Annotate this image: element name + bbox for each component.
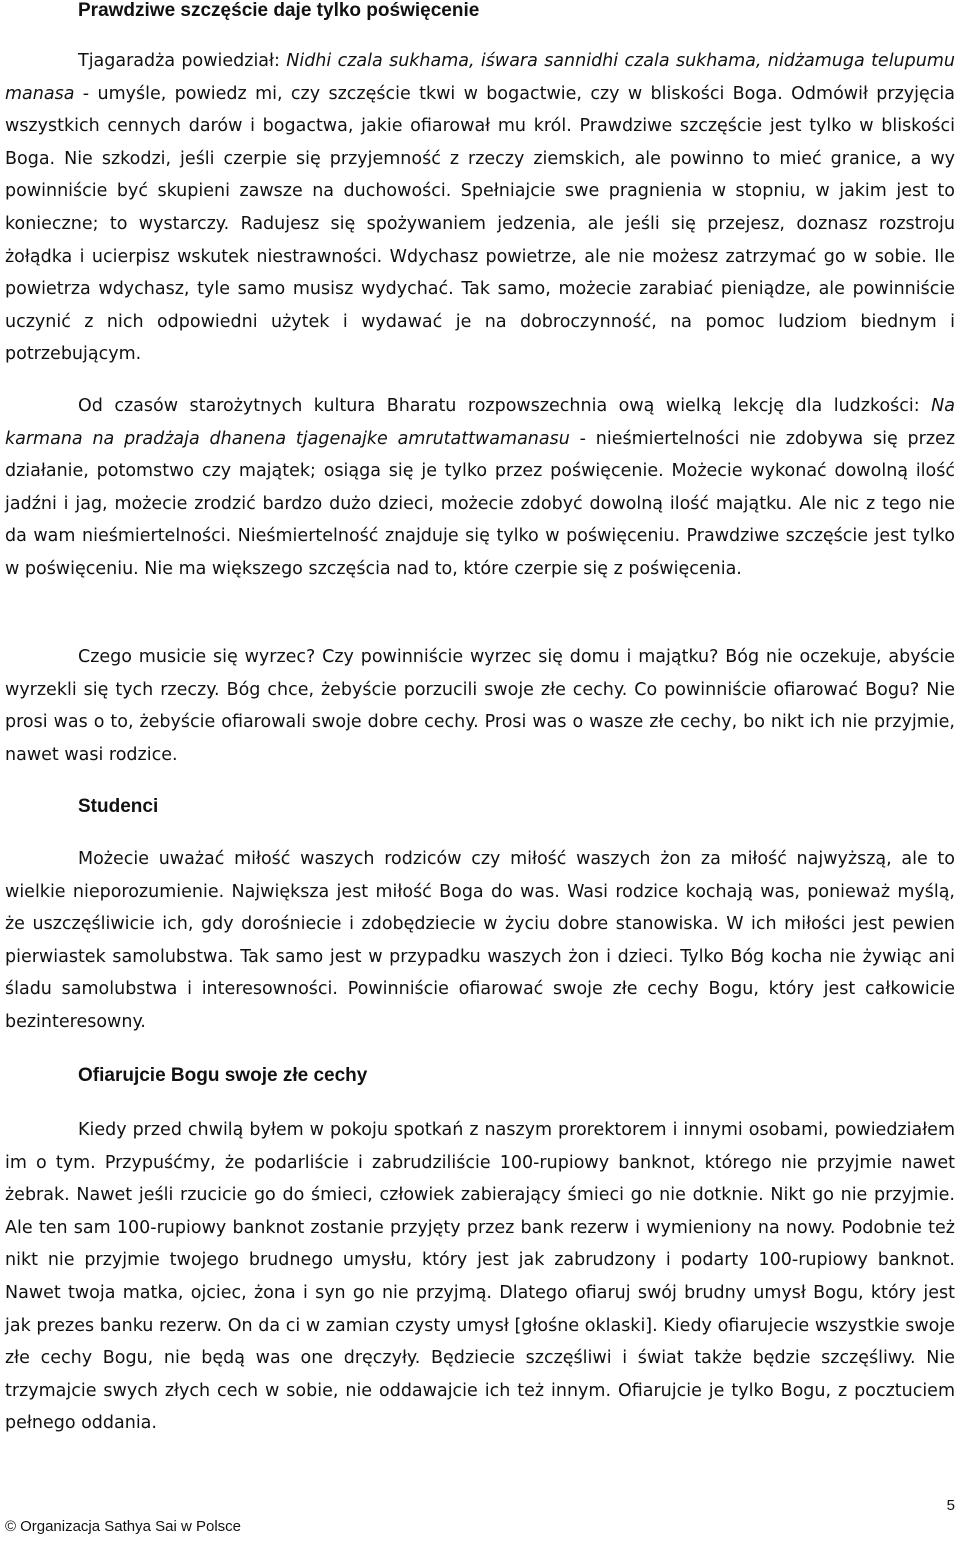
paragraph-text: - umyśle, powiedz mi, czy szczęście tkwi w bogactwie, czy w bliskości Boga. Odmówił przyjęcia wszystkich cennych darów i bogactwa, jakie ofiarował mu król. Prawdziwe szczęście jest tylko w bliskości Boga. Nie szkodzi, jeśli czerpie się przyjemność z rzeczy ziemskich, ale powinno to mieć granice, a wy powinniście być skupieni zawsze na duchowości. Spełniajcie swe pragnienia w stopniu, w jakim jest to konieczne; to wystarczy. Radujesz się spożywaniem jedzenia, ale jeśli się przejesz, doznasz rozstroju żołądka i ucierpisz wskutek niestrawności. Wdychasz powietrze, ale nie możesz zatrzymać go w sobie. Ile powietrza wdychasz, tyle samo musisz wydychać. Tak samo, możecie zarabiać pieniądze, ale powinniście uczynić z nich odpowiedni użytek i wydawać je na dobroczynność, na pomoc ludziom biednym i potrzebującym. xyxy=(5,83,955,365)
paragraph-tyagaraja xyxy=(5,45,955,371)
footer-organization: Organizacja Sathya Sai w Polsce xyxy=(20,1518,242,1535)
section-heading-offer-bad-qualities: Ofiarujcie Bogu swoje złe cechy xyxy=(78,1065,368,1086)
paragraph-text: - nieśmiertelności nie zdobywa się przez działanie, potomstwo czy majątek; osiąga się je tylko przez poświęcenie. Możecie wykonać dowolną ilość jadźni i jag, możecie zrodzić bardzo dużo dzieci, możecie zdobyć dowolną ilość majątku. Ale nic z tego nie da wam nieśmiertelności. Nieśmiertelność znajduje się tylko w poświęceniu. Prawdziwe szczęście jest tylko w poświęceniu. Nie ma większego szczęścia nad to, które czerpie się z poświęcenia. xyxy=(5,428,956,579)
paragraph-text: Tjagaradża powiedział: xyxy=(78,51,287,71)
paragraph-banknote: Kiedy przed chwilą byłem w pokoju spotkań z naszym prorektorem i innymi osobami, powiedziałem im o tym. Przypuśćmy, że podarliście i zabrudziliście 100-rupiowy banknot, którego nie przyjmie nawet żebrak. Nawet jeśli rzucicie go do śmieci, człowiek zabierający śmieci go nie dotknie. Nikt go nie przyjmie. Ale ten sam 100-rupiowy banknot zostanie przyjęty przez bank rezerw i wymieniony na nowy. Podobnie też nikt nie przyjmie twojego brudnego umysłu, który jest jak zabrudzony i podarty 100-rupiowy banknot. Nawet twoja matka, ojciec, żona i syn go nie przyjmą. Dlatego ofiaruj swój brudny umysł Bogu, który jest jak prezes banku rezerw. On da ci w zamian czysty umysł [głośne oklaski]. Kiedy ofiarujecie wszystkie swoje złe cechy Bogu, nie będą was one dręczyły. Będziecie szczęśliwi i świat także będzie szczęśliwy. Nie trzymajcie swych złych cech w sobie, nie oddawajcie ich też innym. Ofiarujcie je tylko Bogu, z pocztuciem pełnego oddania. xyxy=(5,1120,955,1434)
quotation-sanskrit: Nidhi czala sukhama, iśwara sannidhi czala sukhama, nidżamuga telupumu manasa xyxy=(5,51,955,104)
footer-copyright xyxy=(5,1518,241,1535)
copyright-icon: © xyxy=(5,1518,17,1535)
page-number: 5 xyxy=(946,1497,955,1514)
paragraph-text: Od czasów starożytnych kultura Bharatu rozpowszechnia ową wielką lekcję dla ludzkości: xyxy=(78,396,932,416)
section-heading-true-happiness: Prawdziwe szczęście daje tylko poświęcenie xyxy=(78,0,480,21)
paragraph-renunciation: Czego musicie się wyrzec? Czy powinniście wyrzec się domu i majątku? Bóg nie oczekuje, abyście wyrzekli się tych rzeczy. Bóg chce, żebyście porzucili swoje złe cechy. Co powinniście ofiarować Bogu? Nie prosi was o to, żebyście ofiarowali swoje dobre cechy. Prosi was o wasze złe cechy, bo nikt ich nie przyjmie, nawet wasi rodzice. xyxy=(5,647,955,765)
quotation-sanskrit: Na karmana na pradżaja dhanena tjagenajke amrutattwamanasu xyxy=(5,396,955,449)
section-heading-students: Studenci xyxy=(78,796,159,817)
paragraph-bharat-culture xyxy=(5,390,955,586)
paragraph-parents-love: Możecie uważać miłość waszych rodziców czy miłość waszych żon za miłość najwyższą, ale to wielkie nieporozumienie. Największa jest miłość Boga do was. Wasi rodzice kochają was, ponieważ myślą, że uszczęśliwicie ich, gdy dorośniecie i zdobędziecie w życiu dobre stanowiska. W ich miłości jest pewien pierwiastek samolubstwa. Tak samo jest w przypadku waszych żon i dzieci. Tylko Bóg kocha nie żywiąc ani śladu samolubstwa i interesowności. Powinniście ofiarować swoje złe cechy Bogu, który jest całkowicie bezinteresowny. xyxy=(5,849,955,1032)
